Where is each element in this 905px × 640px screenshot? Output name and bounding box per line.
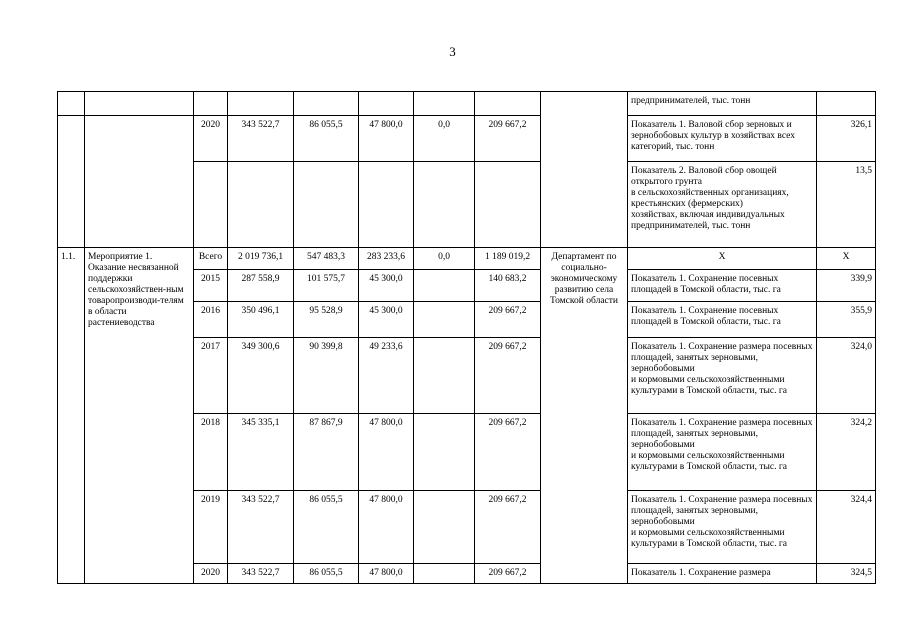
cell-extrabudget: 1 189 019,2	[475, 248, 541, 270]
cell-regional: 47 800,0	[359, 414, 414, 491]
cell-regional	[359, 162, 414, 248]
cell-year: 2017	[194, 338, 228, 414]
cell-indicator: Показатель 1. Сохранение посевных площадей в Томской области, тыс. га	[628, 302, 817, 338]
cell-total: 343 522,7	[228, 564, 294, 584]
cell-extrabudget: 209 667,2	[475, 564, 541, 584]
table-row	[58, 116, 876, 162]
cell-year: 2015	[194, 270, 228, 302]
cell-local: 0,0	[414, 116, 475, 162]
cell-indicator: Показатель 1. Сохранение размера посевных площадей, занятых зерновыми, зернобобовыми и кормовыми сельскохозяйственными культурами в Томской области, тыс. га	[628, 491, 817, 564]
cell-total	[228, 92, 294, 116]
cell-local	[414, 414, 475, 491]
cell-federal: 547 483,3	[294, 248, 359, 270]
cell-total: 345 335,1	[228, 414, 294, 491]
cell-executor: Департамент по социально-экономическому развитию села Томской области	[541, 248, 628, 584]
cell-indicator: Показатель 1. Сохранение размера посевных площадей, занятых зерновыми, зернобобовыми и кормовыми сельскохозяйственными культурами в Томской области, тыс. га	[628, 414, 817, 491]
cell-regional: 45 300,0	[359, 270, 414, 302]
cell-year: 2018	[194, 414, 228, 491]
page-number: 3	[449, 44, 456, 59]
cell-extrabudget	[475, 162, 541, 248]
cell-total	[228, 162, 294, 248]
cell-extrabudget: 209 667,2	[475, 338, 541, 414]
cell-total: 287 558,9	[228, 270, 294, 302]
cell-year	[194, 92, 228, 116]
cell-regional: 47 800,0	[359, 491, 414, 564]
cell-value: 324,5	[817, 564, 876, 584]
cell-value: 339,9	[817, 270, 876, 302]
cell-federal	[294, 92, 359, 116]
cell-year: 2020	[194, 564, 228, 584]
cell-total: 349 300,6	[228, 338, 294, 414]
cell-year: Всего	[194, 248, 228, 270]
cell-value: 355,9	[817, 302, 876, 338]
cell-regional: 47 800,0	[359, 116, 414, 162]
cell-name: Мероприятие 1. Оказание несвязанной поддержки сельскохозяйствен-ным товаропроизводи-телям в области растениеводства	[85, 248, 194, 584]
cell-federal: 101 575,7	[294, 270, 359, 302]
cell-local: 0,0	[414, 248, 475, 270]
cell-year: 2016	[194, 302, 228, 338]
cell-total: 343 522,7	[228, 491, 294, 564]
cell-extrabudget	[475, 92, 541, 116]
cell-indicator: предпринимателей, тыс. тонн	[628, 92, 817, 116]
table-row	[58, 248, 876, 270]
cell-federal: 95 528,9	[294, 302, 359, 338]
cell-extrabudget: 209 667,2	[475, 491, 541, 564]
cell-federal: 87 867,9	[294, 414, 359, 491]
cell-num	[58, 116, 85, 248]
cell-indicator: Х	[628, 248, 817, 270]
cell-local	[414, 302, 475, 338]
cell-indicator: Показатель 1. Сохранение посевных площадей в Томской области, тыс. га	[628, 270, 817, 302]
cell-federal: 90 399,8	[294, 338, 359, 414]
cell-value: 324,4	[817, 491, 876, 564]
cell-federal: 86 055,5	[294, 564, 359, 584]
cell-regional: 47 800,0	[359, 564, 414, 584]
cell-name	[85, 92, 194, 116]
table-row	[58, 92, 876, 116]
cell-local	[414, 270, 475, 302]
cell-value: 324,0	[817, 338, 876, 414]
cell-value	[817, 92, 876, 116]
cell-local	[414, 338, 475, 414]
cell-regional: 283 233,6	[359, 248, 414, 270]
cell-value: 324,2	[817, 414, 876, 491]
cell-value: Х	[817, 248, 876, 270]
cell-executor	[541, 92, 628, 248]
cell-indicator: Показатель 1. Валовой сбор зерновых и зернобобовых культур в хозяйствах всех категорий, тыс. тонн	[628, 116, 817, 162]
cell-regional: 45 300,0	[359, 302, 414, 338]
cell-local	[414, 92, 475, 116]
program-budget-table	[57, 91, 876, 584]
cell-extrabudget: 209 667,2	[475, 116, 541, 162]
cell-year: 2019	[194, 491, 228, 564]
cell-indicator: Показатель 1. Сохранение размера посевных площадей, занятых зерновыми, зернобобовыми и кормовыми сельскохозяйственными культурами в Томской области, тыс. га	[628, 338, 817, 414]
cell-extrabudget: 209 667,2	[475, 302, 541, 338]
cell-regional: 49 233,6	[359, 338, 414, 414]
cell-num	[58, 92, 85, 116]
cell-name	[85, 116, 194, 248]
cell-total: 350 496,1	[228, 302, 294, 338]
cell-federal: 86 055,5	[294, 491, 359, 564]
cell-extrabudget: 209 667,2	[475, 414, 541, 491]
cell-federal	[294, 162, 359, 248]
cell-total: 2 019 736,1	[228, 248, 294, 270]
cell-year	[194, 162, 228, 248]
cell-value: 326,1	[817, 116, 876, 162]
cell-local	[414, 564, 475, 584]
cell-federal: 86 055,5	[294, 116, 359, 162]
cell-extrabudget: 140 683,2	[475, 270, 541, 302]
cell-local	[414, 162, 475, 248]
cell-local	[414, 491, 475, 564]
cell-indicator: Показатель 1. Сохранение размера	[628, 564, 817, 584]
cell-indicator: Показатель 2. Валовой сбор овощей открытого грунта в сельскохозяйственных организациях, крестьянских (фермерских) хозяйствах, включая индивидуальных предпринимателей, тыс. тонн	[628, 162, 817, 248]
cell-value: 13,5	[817, 162, 876, 248]
cell-year: 2020	[194, 116, 228, 162]
cell-total: 343 522,7	[228, 116, 294, 162]
cell-regional	[359, 92, 414, 116]
cell-num: 1.1.	[58, 248, 85, 584]
